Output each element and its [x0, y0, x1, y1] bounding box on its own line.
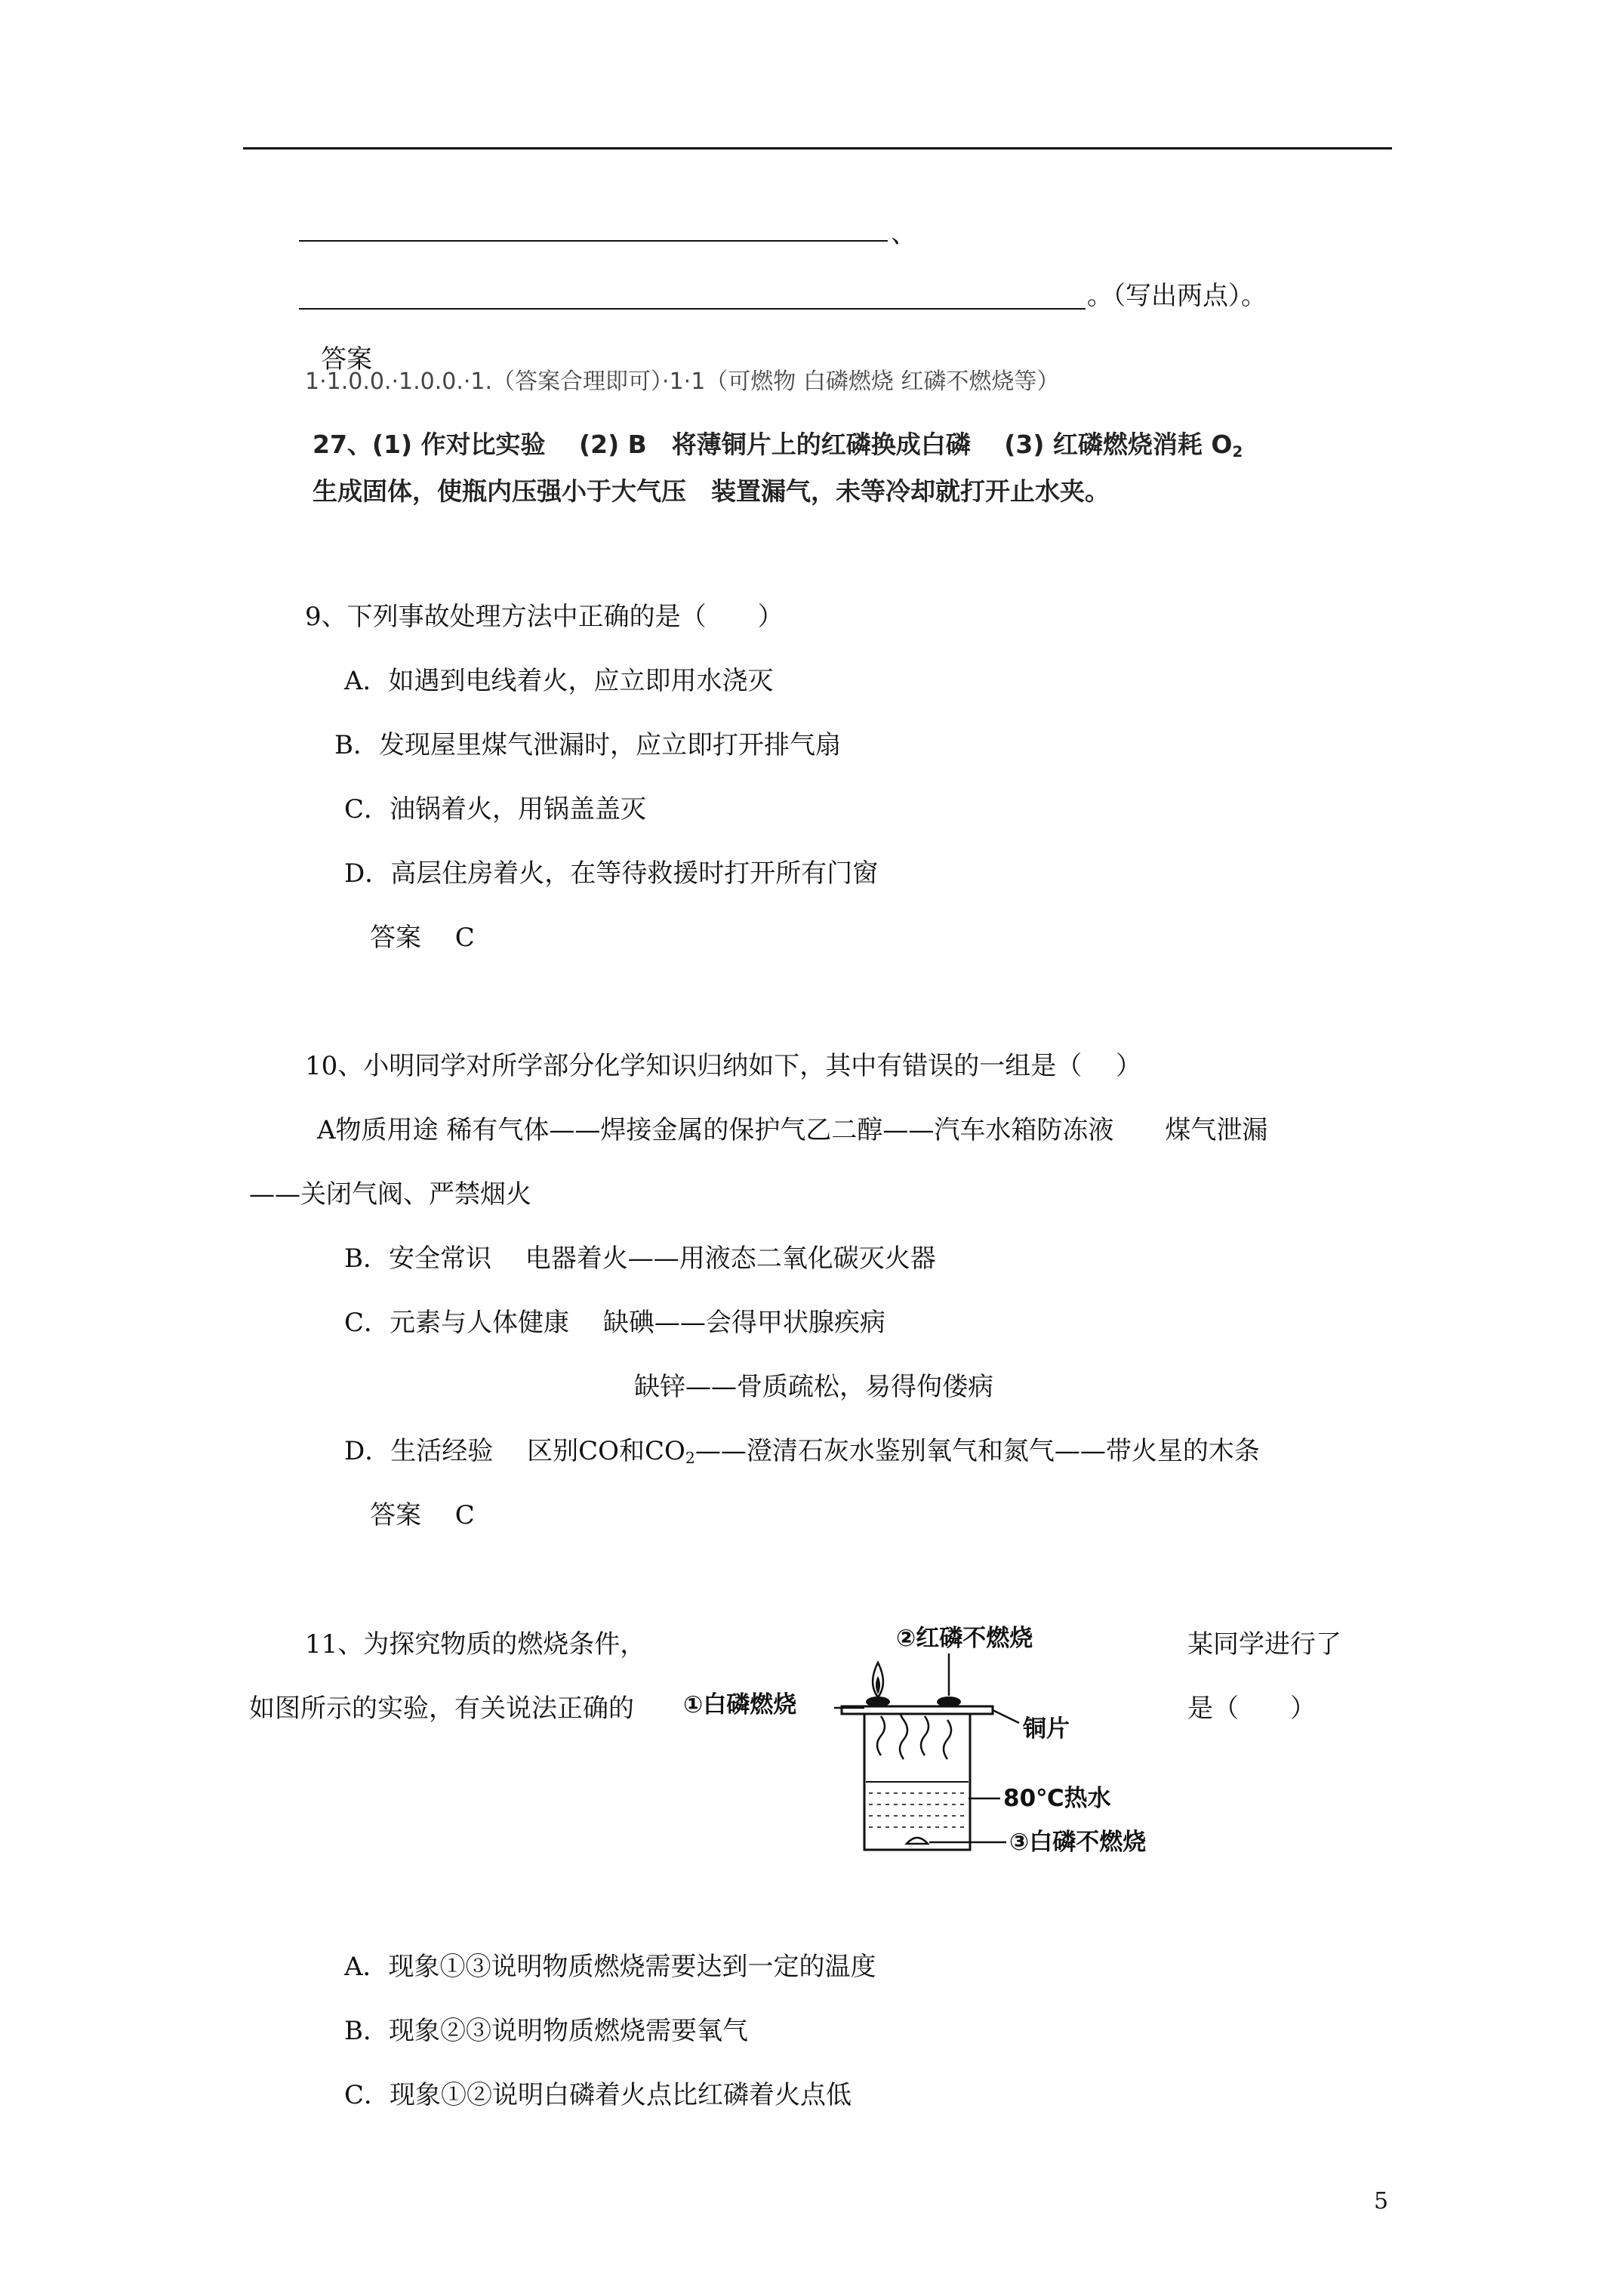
- cropped-text-line: 1·1.0.0.·1.0.0.·1.（答案合理即可）·1·1（可燃物 白磷燃烧 红磷不燃烧等）: [305, 368, 1060, 395]
- q9-option-b: B．发现屋里煤气泄漏时，应立即打开排气扇: [334, 730, 841, 760]
- q10-stem: 10、小明同学对所学部分化学知识归纳如下，其中有错误的一组是（ ）: [305, 1051, 1142, 1081]
- q9-option-d: D．高层住房着火，在等待救援时打开所有门窗: [344, 858, 879, 889]
- scan-answer-line-1: 27、(1) 作对比实验 (2) B 将薄铜片上的红磷换成白磷 (3) 红磷燃烧消耗 $O_2$: [313, 430, 1243, 461]
- q10-option-d: D．生活经验 区别CO和$CO_2——$澄清石灰水鉴别氧气和氮气——带火星的木条: [344, 1436, 1260, 1468]
- q9-option-c: C．油锅着火，用锅盖盖灭: [344, 794, 647, 824]
- q10-option-b: B．安全常识 电器着火——用液态二氧化碳灭火器: [344, 1244, 936, 1274]
- q9-stem: 9、下列事故处理方法中正确的是（ ）: [305, 602, 784, 632]
- q9-option-a: A．如遇到电线着火，应立即用水浇灭: [344, 666, 774, 696]
- answer-blank-2: [299, 308, 1086, 310]
- underwater-white-phosphorus: [907, 1838, 928, 1844]
- q11-option-a: A．现象①③说明物质燃烧需要达到一定的温度: [344, 1952, 876, 1982]
- q11-option-b: B．现象②③说明物质燃烧需要氧气: [344, 2016, 748, 2046]
- answer-label: 答案: [321, 344, 372, 374]
- q9-answer: 答案 C: [370, 923, 475, 953]
- page-number: 5: [1374, 2188, 1389, 2214]
- q11-stem-line2-left: 如图所示的实验，有关说法正确的: [249, 1693, 634, 1724]
- blank-end-note: 。（写出两点）。: [1087, 281, 1267, 311]
- label-copper-plate: 铜片: [1023, 1715, 1070, 1743]
- q10-option-c-line2: 缺锌——骨质疏松，易得佝偻病: [634, 1372, 993, 1402]
- answer-blank-1: [299, 240, 888, 242]
- leader-line-plate: [993, 1710, 1019, 1723]
- q11-option-c: C．现象①②说明白磷着火点比红磷着火点低: [344, 2080, 852, 2110]
- q10-answer: 答案 C: [370, 1500, 475, 1530]
- q10-option-a-line2: ——关闭气阀、严禁烟火: [249, 1179, 531, 1210]
- label-hot-water: 80℃热水: [1003, 1785, 1111, 1812]
- q10-option-c-line1: C．元素与人体健康 缺碘——会得甲状腺疾病: [344, 1308, 885, 1338]
- q11-stem-line2-right: 是（ ）: [1187, 1693, 1316, 1724]
- scanned-answer-image: [305, 368, 1362, 511]
- q11-stem-line1-left: 11、为探究物质的燃烧条件，: [305, 1629, 646, 1660]
- scan-answer-line-2: 生成固体，使瓶内压强小于大气压 装置漏气，未等冷却就打开止水夹。: [313, 476, 1110, 506]
- header-rule: [243, 147, 1392, 149]
- water-texture: [869, 1793, 967, 1827]
- label-white-phosphorus-burning: ①白磷燃烧: [683, 1691, 797, 1718]
- red-phosphorus: [937, 1697, 961, 1707]
- blank-separator: 、: [891, 219, 916, 249]
- q11-stem-line1-right: 某同学进行了: [1187, 1629, 1341, 1660]
- label-red-phosphorus: ②红磷不燃烧: [896, 1625, 1033, 1652]
- combustion-experiment-figure: [683, 1623, 1181, 1865]
- label-underwater-phosphorus: ③白磷不燃烧: [1009, 1829, 1147, 1856]
- q10-option-a-line1: A物质用途 稀有气体——焊接金属的保护气乙二醇——汽车水箱防冻液 煤气泄漏: [317, 1115, 1268, 1145]
